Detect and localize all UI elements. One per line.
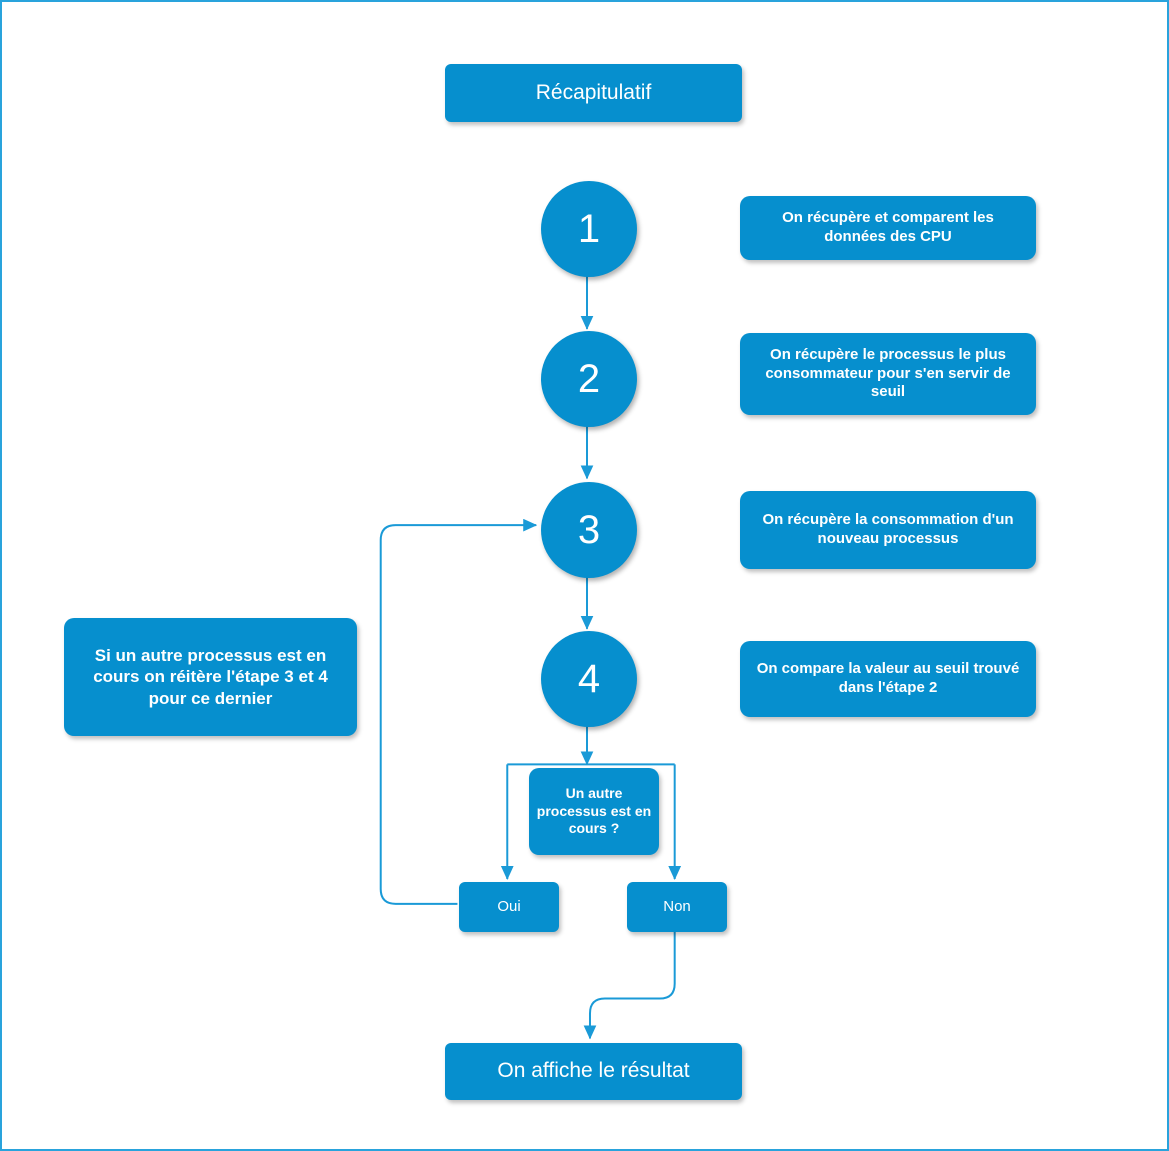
connector-oui-to-step3	[381, 525, 536, 904]
branch-no-box: Non	[627, 882, 727, 932]
decision-box: Un autre processus est en cours ?	[529, 768, 659, 855]
diagram-title: Récapitulatif	[445, 64, 742, 122]
step-circle-3: 3	[541, 482, 637, 578]
step-circle-4: 4	[541, 631, 637, 727]
loop-note: Si un autre processus est en cours on réitère l'étape 3 et 4 pour ce dernier	[64, 618, 357, 736]
step-note-1: On récupère et comparent les données des CPU	[740, 196, 1036, 260]
step-circle-1: 1	[541, 181, 637, 277]
branch-yes-box: Oui	[459, 882, 559, 932]
step-note-2: On récupère le processus le plus consommateur pour s'en servir de seuil	[740, 333, 1036, 415]
step-note-4: On compare la valeur au seuil trouvé dans l'étape 2	[740, 641, 1036, 717]
connector-non-to-result	[590, 929, 675, 1039]
result-node: On affiche le résultat	[445, 1043, 742, 1100]
step-note-3: On récupère la consommation d'un nouveau processus	[740, 491, 1036, 569]
step-circle-2: 2	[541, 331, 637, 427]
